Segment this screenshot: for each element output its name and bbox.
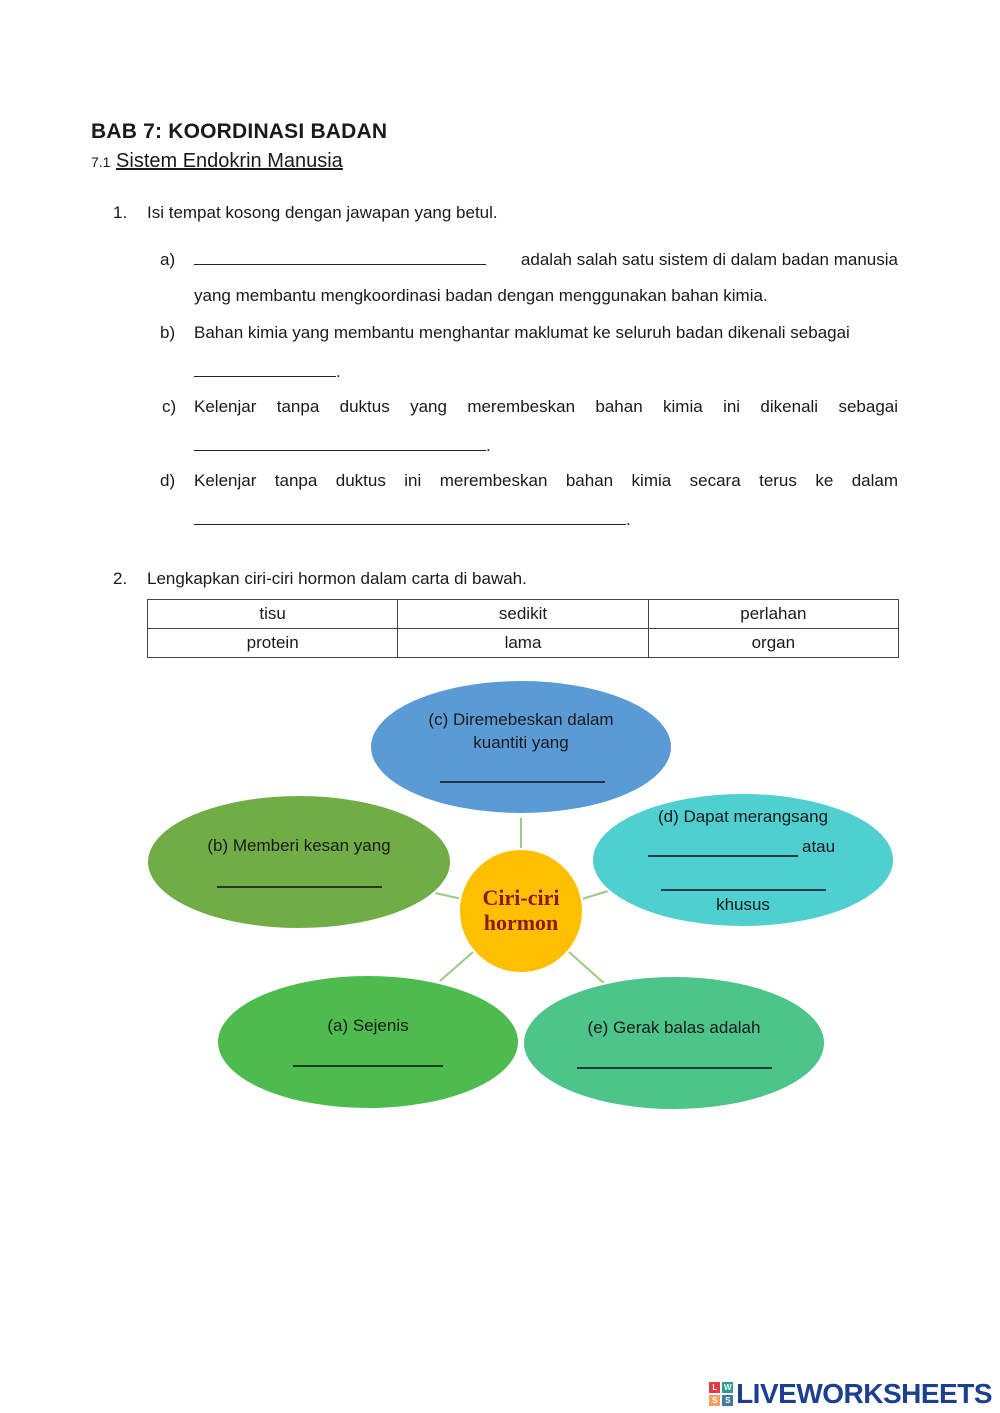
center-line1: Ciri-ciri xyxy=(482,885,560,910)
word-bank-cell: perlahan xyxy=(648,600,898,629)
word-bank-cell: sedikit xyxy=(398,600,648,629)
item-c-end: . xyxy=(486,436,491,455)
section-title: Sistem Endokrin Manusia xyxy=(116,150,343,172)
liveworksheets-logo-icon xyxy=(709,1382,733,1406)
word-bank-cell: organ xyxy=(648,629,898,658)
item-b-end: . xyxy=(336,362,341,381)
logo-letter: W xyxy=(724,1383,732,1392)
question-2-number: 2. xyxy=(113,569,128,588)
bubble-d-line1: (d) Dapat merangsang xyxy=(657,807,829,826)
word-bank-cell: lama xyxy=(398,629,648,658)
bubble-d-line3: khusus xyxy=(716,895,770,914)
item-a-label: a) xyxy=(160,250,176,269)
logo-letter: L xyxy=(709,1382,720,1393)
item-d-label: d) xyxy=(160,471,176,490)
bubble-a xyxy=(217,975,519,1109)
bubble-a-line1: (a) Sejenis xyxy=(327,1016,409,1035)
bubble-e xyxy=(523,976,825,1110)
center-line2: hormon xyxy=(483,910,559,935)
connector-b xyxy=(435,893,462,899)
item-b-text: Bahan kimia yang membantu menghantar maklumat ke seluruh badan dikenali sebagai xyxy=(194,323,850,342)
item-a-text: adalah salah satu sistem di dalam badan manusia xyxy=(520,250,898,269)
worksheet-title: BAB 7: KOORDINASI BADAN xyxy=(91,120,388,143)
item-d-end: . xyxy=(626,510,631,529)
item-c-label: c) xyxy=(162,397,177,416)
section-number: 7.1 xyxy=(91,154,111,170)
logo-letter: S xyxy=(722,1395,733,1406)
question-1-number: 1. xyxy=(113,203,128,222)
word-bank-cell: tisu xyxy=(148,600,398,629)
bubble-e-line1: (e) Gerak balas adalah xyxy=(587,1018,761,1037)
liveworksheets-watermark xyxy=(709,1378,992,1410)
connector-d xyxy=(582,891,608,899)
question-2-instruction: Lengkapkan ciri-ciri hormon dalam carta di bawah. xyxy=(147,569,527,588)
bubble-c-line1: (c) Diremebeskan dalam xyxy=(428,710,614,729)
item-d-text: Kelenjar tanpa duktus ini merembeskan bahan kimia secara terus ke dalam xyxy=(194,471,898,490)
word-bank-cell: protein xyxy=(148,629,398,658)
item-b-label: b) xyxy=(160,323,176,342)
connector-e xyxy=(569,952,606,985)
bubble-b xyxy=(147,795,451,929)
logo-letter: S xyxy=(709,1395,720,1406)
connector-a xyxy=(440,952,473,981)
item-a-line2: yang membantu mengkoordinasi badan dengan menggunakan bahan kimia. xyxy=(194,286,768,305)
bubble-d-atau: atau xyxy=(802,837,836,856)
bubble-c-line2: kuantiti yang xyxy=(473,733,569,752)
watermark-text: LIVEWORKSHEETS xyxy=(736,1378,992,1409)
item-c-text: Kelenjar tanpa duktus yang merembeskan bahan kimia ini dikenali sebagai xyxy=(194,397,898,416)
bubble-b-line1: (b) Memberi kesan yang xyxy=(207,836,391,855)
question-1-instruction: Isi tempat kosong dengan jawapan yang betul. xyxy=(147,203,498,222)
